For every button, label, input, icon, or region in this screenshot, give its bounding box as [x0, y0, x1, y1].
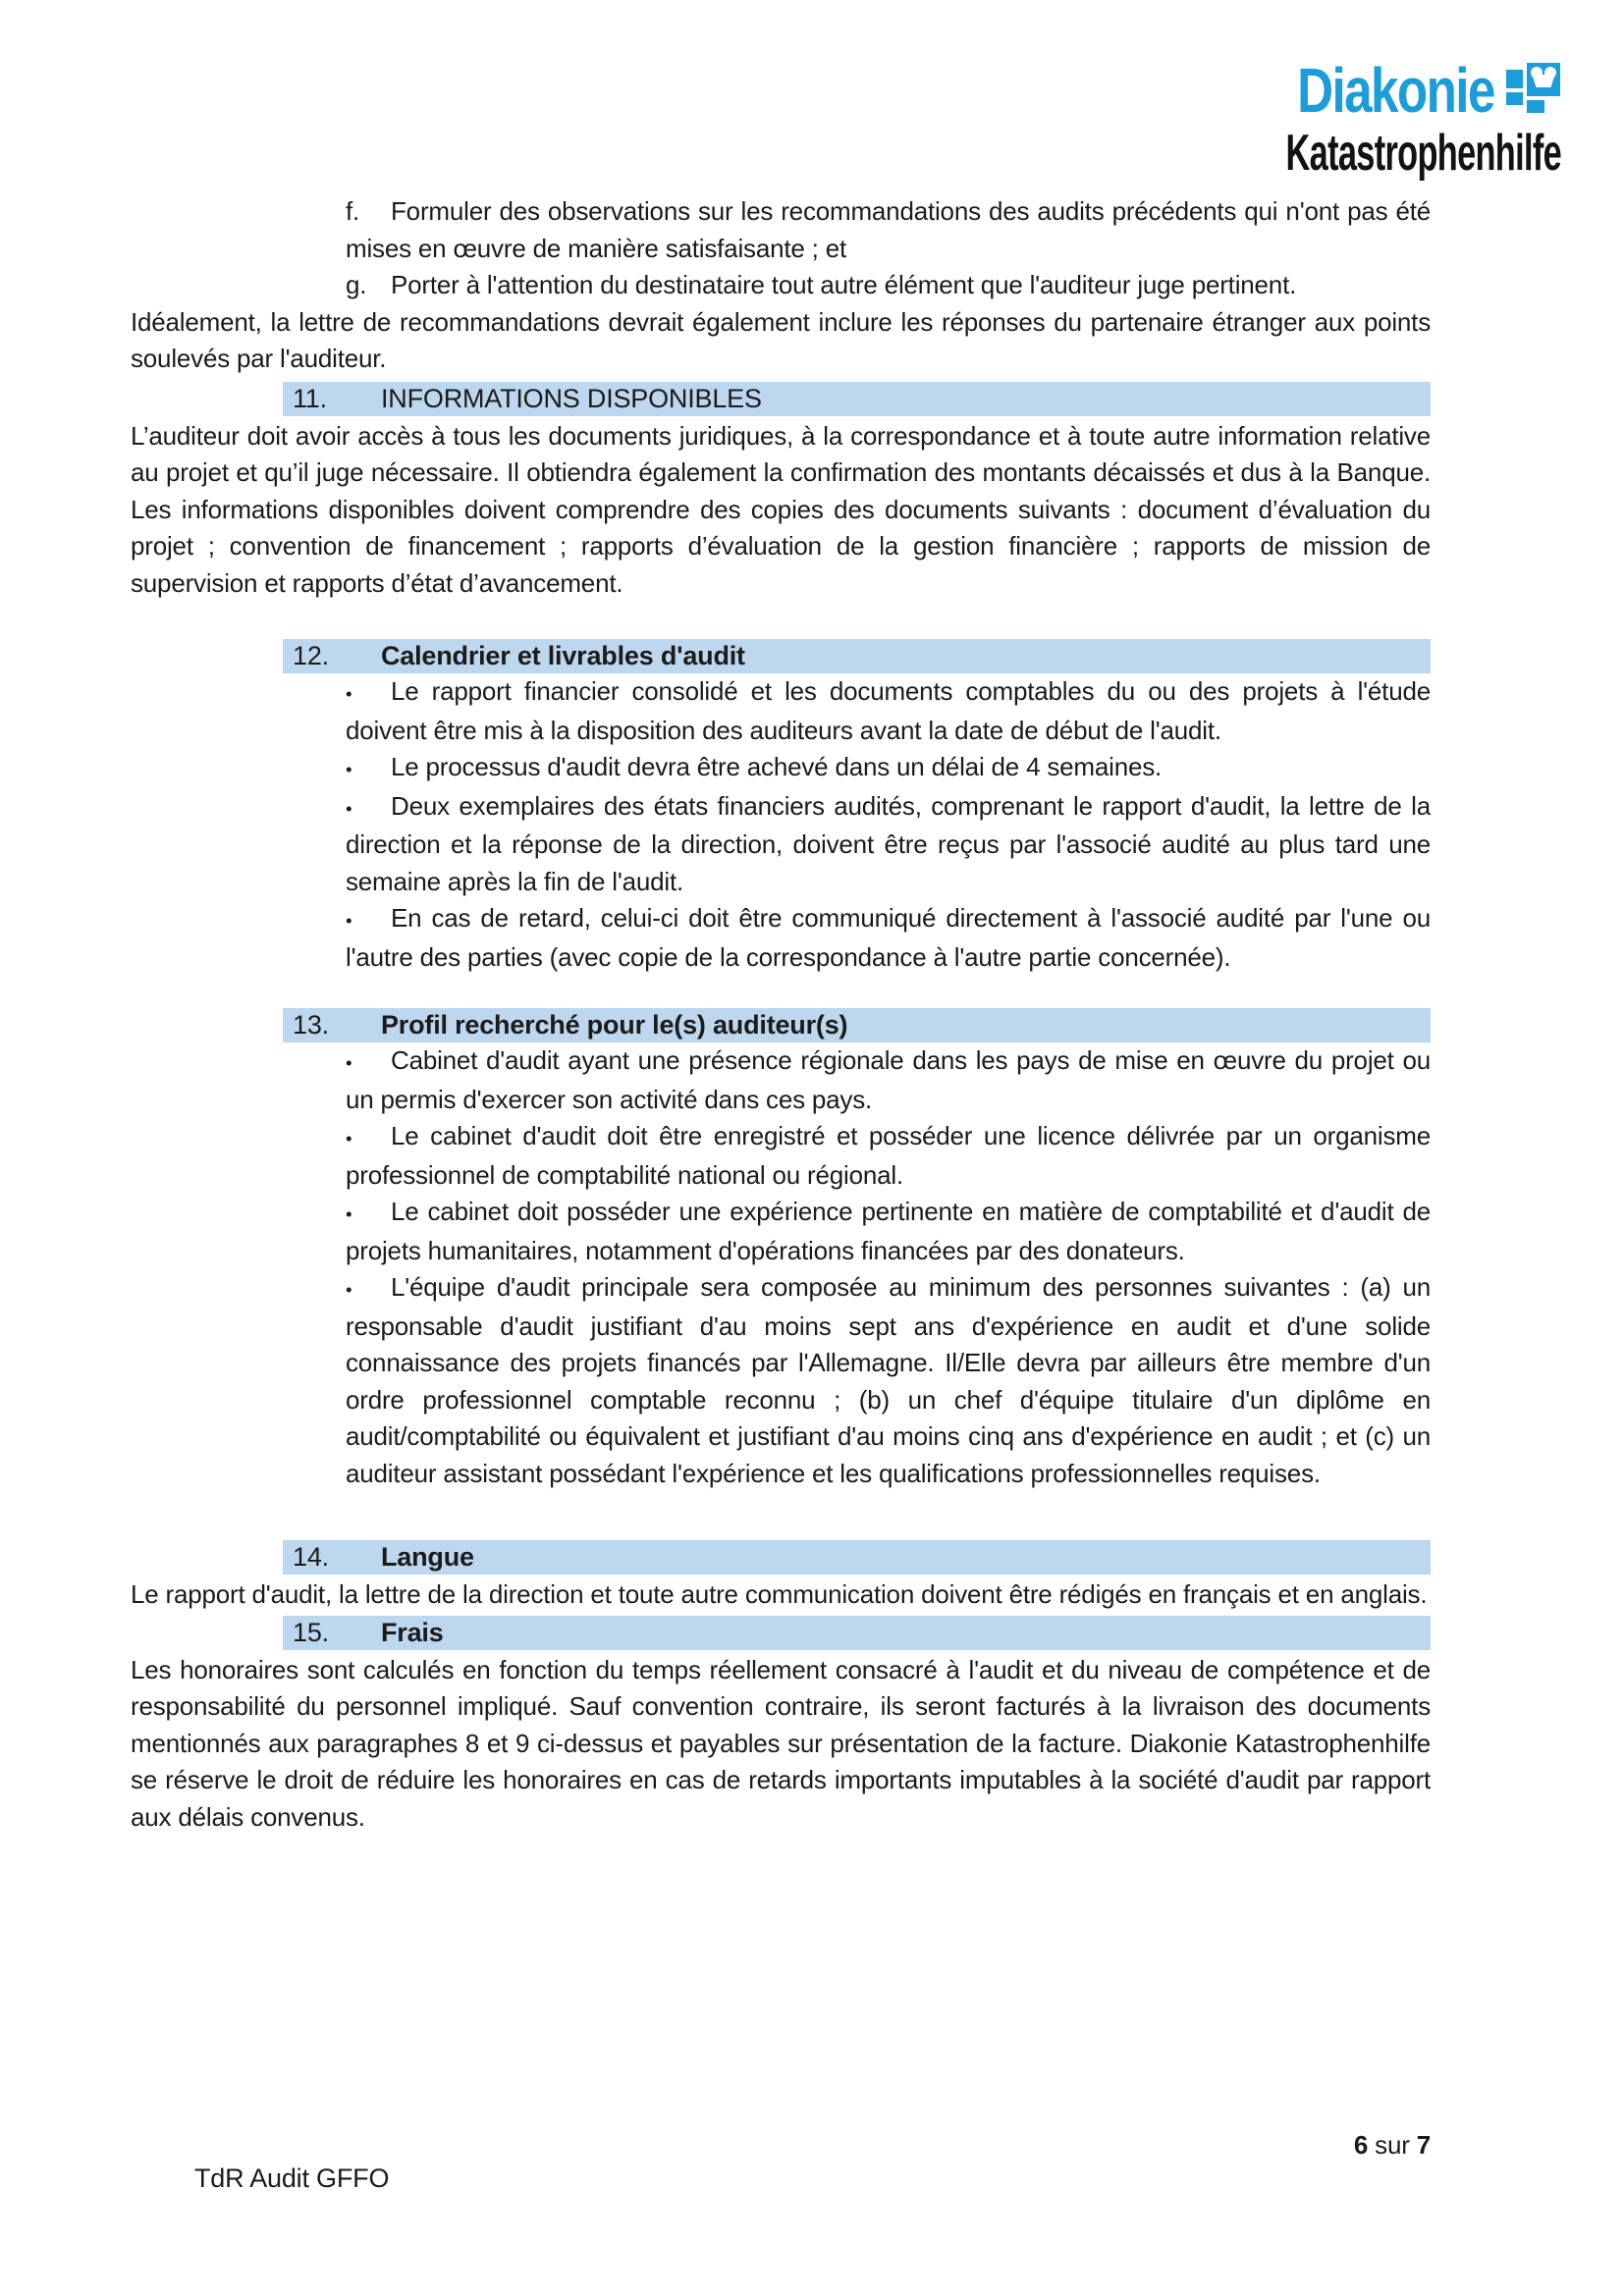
- list-item-text: Le rapport financier consolidé et les documents comptables du ou des projets à l'étude doivent être mis à la disposition des auditeurs avant la date de début de l'audit.: [346, 676, 1431, 745]
- list-item: [131, 673, 1431, 749]
- list-item: [131, 1194, 1431, 1269]
- page-separator: sur: [1375, 2130, 1410, 2160]
- bullet-icon: •: [346, 759, 352, 779]
- list-item: [131, 900, 1431, 976]
- list-item-text: Le processus d'audit devra être achevé dans un délai de 4 semaines.: [391, 752, 1163, 781]
- bullet-icon: •: [346, 1279, 352, 1300]
- logo-subbrand-text: Katastrophenhilfe: [1285, 125, 1561, 182]
- list-item-text: L'équipe d'audit principale sera composée au minimum des personnes suivantes : (a) un responsable d'audit justifiant d'au moins sept ans d'expérience en audit et d'une solide connaissance des projets financés par l'Allemagne. Il/Elle devra par ailleurs être membre d'un ordre professionnel comptable reconnu ; (b) un chef d'équipe titulaire d'un diplôme en audit/comptabilité ou équivalent et justifiant d'au moins cinq ans d'expérience en audit ; et (c) un auditeur assistant possédant l'expérience et les qualifications professionnelles requises.: [346, 1272, 1431, 1488]
- list-item-text: Le cabinet doit posséder une expérience pertinente en matière de comptabilité et d'audit de projets humanitaires, notamment d'opérations financées par des donateurs.: [346, 1197, 1431, 1265]
- section-number: 14.: [293, 1542, 329, 1572]
- item-marker: g.: [346, 270, 367, 299]
- section-number: 12.: [293, 641, 329, 670]
- section-heading-14: [283, 1540, 1431, 1575]
- section-15-paragraph: Les honoraires sont calculés en fonction du temps réellement consacré à l'audit et du niveau de compétence et de responsabilité du personnel impliqué. Sauf convention contraire, ils seront facturés à la livraison des documents mentionnés aux paragraphes 8 et 9 ci-dessus et payables sur présentation de la facture. Diakonie Katastrophenhilfe se réserve le droit de réduire les honoraires en cas de retards importants imputables à la société d'audit par rapport aux délais convenus.: [131, 1654, 1431, 1832]
- item-text: Porter à l'attention du destinataire tout autre élément que l'auditeur juge pertinent.: [391, 270, 1297, 299]
- section-title: Profil recherché pour le(s) auditeur(s): [381, 1010, 848, 1040]
- section-heading-11: [283, 382, 1431, 416]
- list-item: [131, 788, 1431, 901]
- kronenkreuz-icon: [1506, 63, 1561, 118]
- section-title: Langue: [381, 1542, 474, 1572]
- page-current: 6: [1353, 2130, 1369, 2160]
- section-number: 11.: [293, 383, 327, 413]
- section-heading-15: [283, 1616, 1431, 1650]
- bullet-icon: •: [346, 1128, 352, 1148]
- lettered-item-g: [131, 267, 1431, 304]
- section-11-paragraph: L’auditeur doit avoir accès à tous les documents juridiques, à la correspondance et à toute autre information relative au projet et qu’il juge nécessaire. Il obtiendra également la confirmation des montants décaissés et dus à la Banque. Les informations disponibles doivent comprendre des copies des documents suivants : document d’évaluation du projet ; convention de financement ; rapports d’évaluation de la gestion financière ; rapports de mission de supervision et rapports d’état d’avancement.: [131, 420, 1431, 598]
- document-body: [131, 0, 1431, 1836]
- section-heading-12: [283, 639, 1431, 673]
- section-number: 13.: [293, 1010, 329, 1040]
- list-item: [131, 1269, 1431, 1492]
- list-item-text: Cabinet d'audit ayant une présence régionale dans les pays de mise en œuvre du projet ou un permis d'exercer son activité dans ces pays.: [346, 1045, 1431, 1114]
- section-heading-13: [283, 1008, 1431, 1042]
- section-title: Frais: [381, 1617, 444, 1647]
- list-item: [131, 1042, 1431, 1118]
- section-number: 15.: [293, 1617, 329, 1647]
- intro-paragraph: Idéalement, la lettre de recommandations devrait également inclure les réponses du partenaire étranger aux points soulevés par l'auditeur.: [131, 306, 1431, 373]
- bullet-icon: •: [346, 797, 352, 819]
- logo-brand-text: Diakonie: [1297, 55, 1494, 126]
- lettered-item-f: [131, 193, 1431, 267]
- section-title: INFORMATIONS DISPONIBLES: [381, 383, 762, 413]
- list-item-text: En cas de retard, celui-ci doit être communiqué directement à l'associé audité par l'une ou l'autre des parties (avec copie de la correspondance à l'autre partie concernée).: [346, 903, 1431, 972]
- item-text: Formuler des observations sur les recommandations des audits précédents qui n'ont pas été mises en œuvre de manière satisfaisante ; et: [346, 196, 1431, 263]
- item-marker: f.: [346, 196, 360, 226]
- bullet-icon: •: [346, 1052, 352, 1073]
- list-item-text: Le cabinet d'audit doit être enregistré et posséder une licence délivrée par un organisme professionnel de comptabilité national ou régional.: [346, 1121, 1431, 1190]
- bullet-icon: •: [346, 683, 352, 704]
- page-total: 7: [1416, 2130, 1431, 2160]
- page-number: [1354, 2130, 1431, 2161]
- section-14-paragraph: Le rapport d'audit, la lettre de la direction et toute autre communication doivent être rédigés en français et en anglais.: [131, 1579, 1428, 1609]
- list-item: [131, 1118, 1431, 1194]
- document-reference: TdR Audit GFFO: [194, 2163, 390, 2193]
- bullet-icon: •: [346, 1203, 352, 1224]
- bullet-icon: •: [346, 910, 352, 931]
- list-item: [131, 749, 1431, 788]
- list-item-text: Deux exemplaires des états financiers audités, comprenant le rapport d'audit, la lettre de la direction et la réponse de la direction, doivent être reçus par l'associé audité au plus tard une semaine après la fin de l'audit.: [346, 790, 1431, 896]
- section-title: Calendrier et livrables d'audit: [381, 641, 745, 670]
